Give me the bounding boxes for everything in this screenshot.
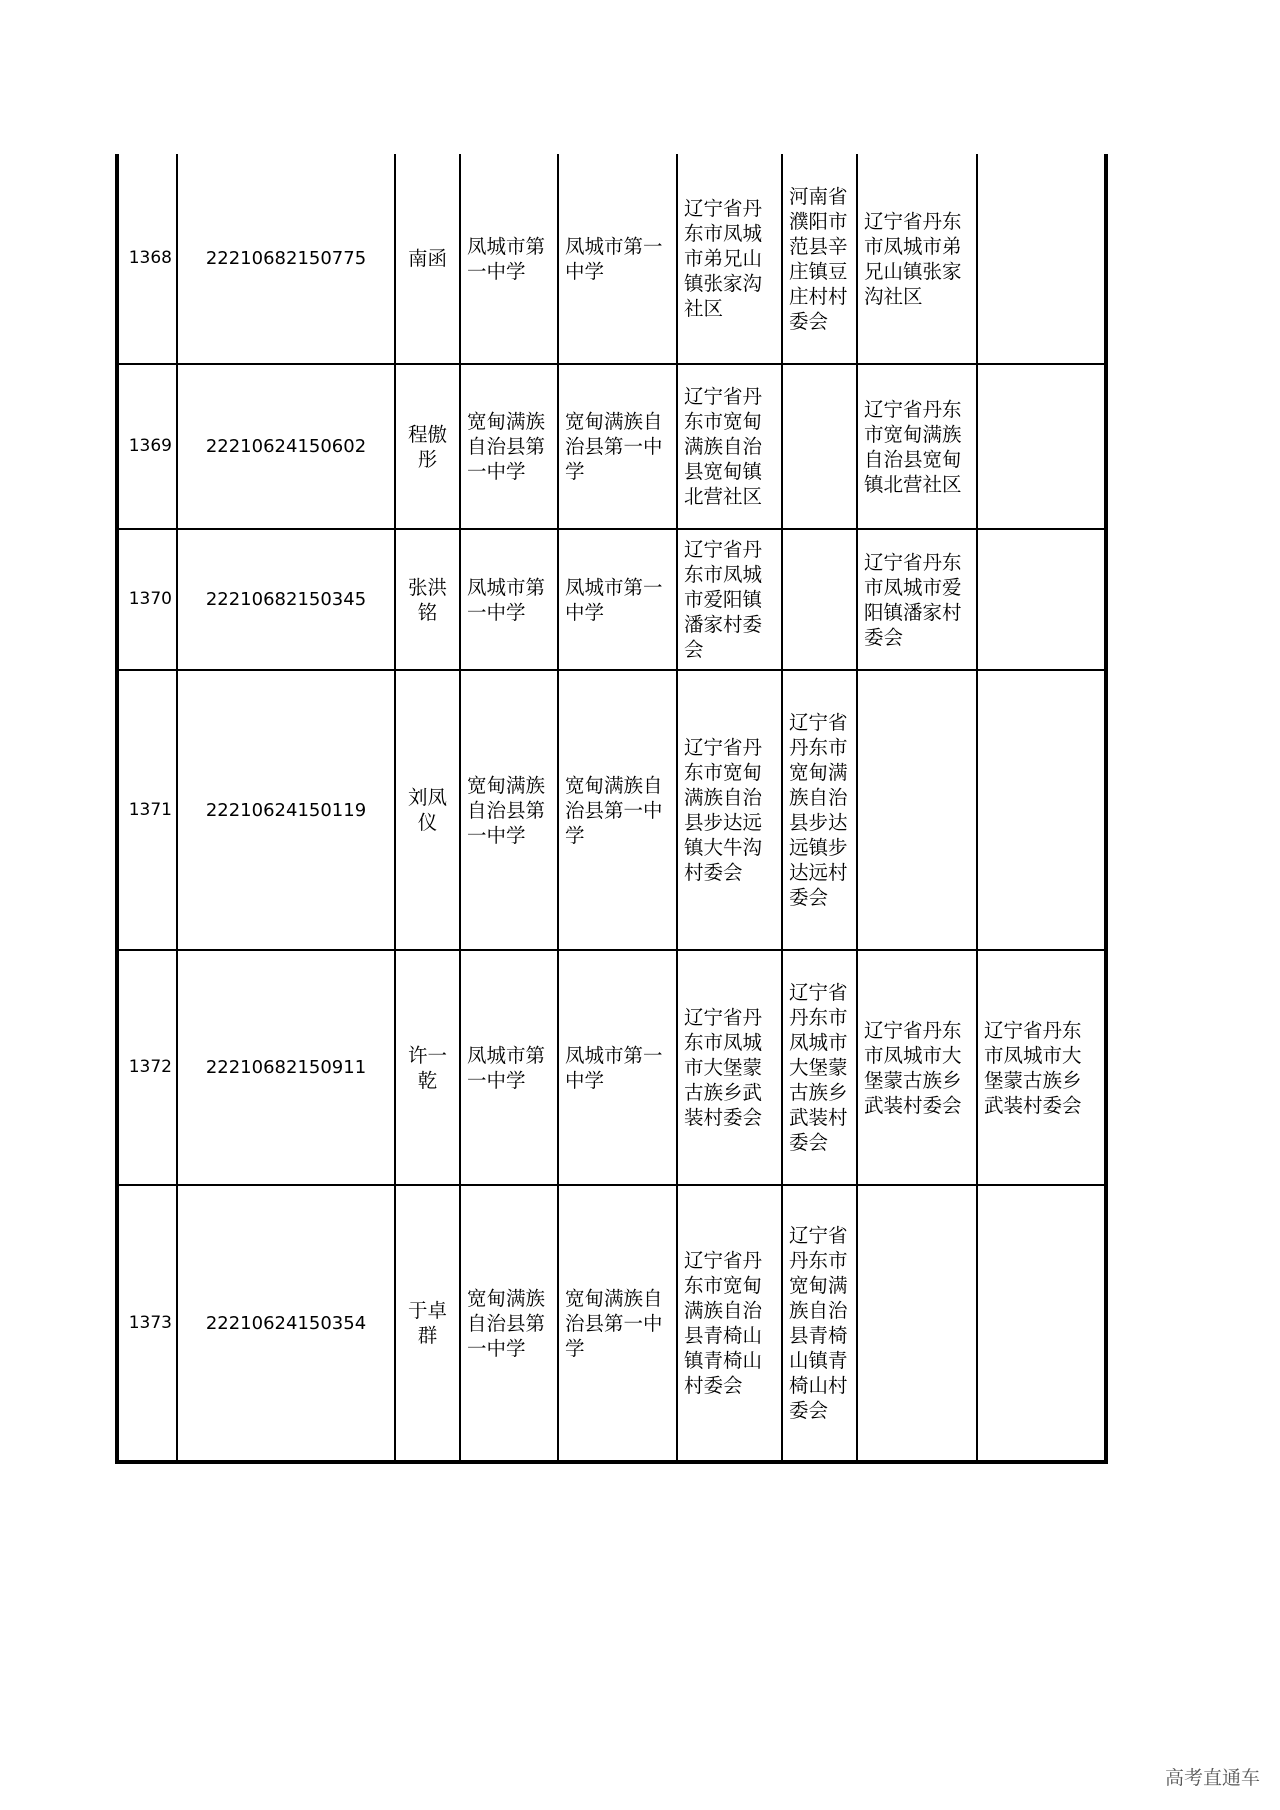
address-1-cell: 辽宁省丹东市凤城市爱阳镇潘家村委会	[677, 529, 782, 670]
address-3-cell	[857, 670, 977, 950]
school-a-cell: 宽甸满族自治县第一中学	[460, 670, 558, 950]
exam-id-cell: 22210624150354	[177, 1185, 395, 1462]
address-1-cell: 辽宁省丹东市宽甸满族自治县步达远镇大牛沟村委会	[677, 670, 782, 950]
exam-id-cell: 22210682150911	[177, 950, 395, 1185]
address-4-cell	[977, 154, 1106, 364]
school-a-cell: 宽甸满族自治县第一中学	[460, 364, 558, 529]
name-cell: 南函	[395, 154, 460, 364]
table-row	[117, 529, 1106, 670]
address-2-cell: 辽宁省丹东市宽甸满族自治县青椅山镇青椅山村委会	[782, 1185, 857, 1462]
school-b-cell: 凤城市第一中学	[558, 529, 677, 670]
table-row	[117, 364, 1106, 529]
seq-cell: 1373	[117, 1185, 177, 1462]
address-1-cell: 辽宁省丹东市凤城市弟兄山镇张家沟社区	[677, 154, 782, 364]
roster-table	[115, 154, 1108, 1464]
address-2-cell: 辽宁省丹东市宽甸满族自治县步达远镇步达远村委会	[782, 670, 857, 950]
address-4-cell	[977, 364, 1106, 529]
school-b-cell: 凤城市第一中学	[558, 154, 677, 364]
school-b-cell: 宽甸满族自治县第一中学	[558, 670, 677, 950]
name-cell: 刘凤仪	[395, 670, 460, 950]
address-4-cell	[977, 529, 1106, 670]
table-row	[117, 1185, 1106, 1462]
exam-id-cell: 22210682150775	[177, 154, 395, 364]
school-a-cell: 凤城市第一中学	[460, 154, 558, 364]
address-4-cell	[977, 1185, 1106, 1462]
address-1-cell: 辽宁省丹东市宽甸满族自治县宽甸镇北营社区	[677, 364, 782, 529]
name-cell: 于卓群	[395, 1185, 460, 1462]
name-cell: 张洪铭	[395, 529, 460, 670]
exam-id-cell: 22210624150602	[177, 364, 395, 529]
address-4-cell: 辽宁省丹东市凤城市大堡蒙古族乡武装村委会	[977, 950, 1106, 1185]
address-3-cell: 辽宁省丹东市凤城市弟兄山镇张家沟社区	[857, 154, 977, 364]
school-b-cell: 凤城市第一中学	[558, 950, 677, 1185]
address-2-cell: 辽宁省丹东市凤城市大堡蒙古族乡武装村委会	[782, 950, 857, 1185]
address-1-cell: 辽宁省丹东市宽甸满族自治县青椅山镇青椅山村委会	[677, 1185, 782, 1462]
exam-id-cell: 22210624150119	[177, 670, 395, 950]
seq-cell: 1368	[117, 154, 177, 364]
seq-cell: 1370	[117, 529, 177, 670]
school-b-cell: 宽甸满族自治县第一中学	[558, 1185, 677, 1462]
address-4-cell	[977, 670, 1106, 950]
exam-id-cell: 22210682150345	[177, 529, 395, 670]
address-3-cell: 辽宁省丹东市凤城市大堡蒙古族乡武装村委会	[857, 950, 977, 1185]
name-cell: 程傲彤	[395, 364, 460, 529]
address-3-cell	[857, 1185, 977, 1462]
school-b-cell: 宽甸满族自治县第一中学	[558, 364, 677, 529]
seq-cell: 1369	[117, 364, 177, 529]
seq-cell: 1372	[117, 950, 177, 1185]
address-2-cell	[782, 364, 857, 529]
seq-cell: 1371	[117, 670, 177, 950]
watermark: 高考直通车	[1164, 1767, 1260, 1789]
address-2-cell	[782, 529, 857, 670]
address-3-cell: 辽宁省丹东市凤城市爱阳镇潘家村委会	[857, 529, 977, 670]
table-row	[117, 154, 1106, 364]
address-1-cell: 辽宁省丹东市凤城市大堡蒙古族乡武装村委会	[677, 950, 782, 1185]
table-row	[117, 950, 1106, 1185]
name-cell: 许一乾	[395, 950, 460, 1185]
address-2-cell: 河南省濮阳市范县辛庄镇豆庄村村委会	[782, 154, 857, 364]
address-3-cell: 辽宁省丹东市宽甸满族自治县宽甸镇北营社区	[857, 364, 977, 529]
school-a-cell: 凤城市第一中学	[460, 950, 558, 1185]
table-row	[117, 670, 1106, 950]
school-a-cell: 宽甸满族自治县第一中学	[460, 1185, 558, 1462]
school-a-cell: 凤城市第一中学	[460, 529, 558, 670]
